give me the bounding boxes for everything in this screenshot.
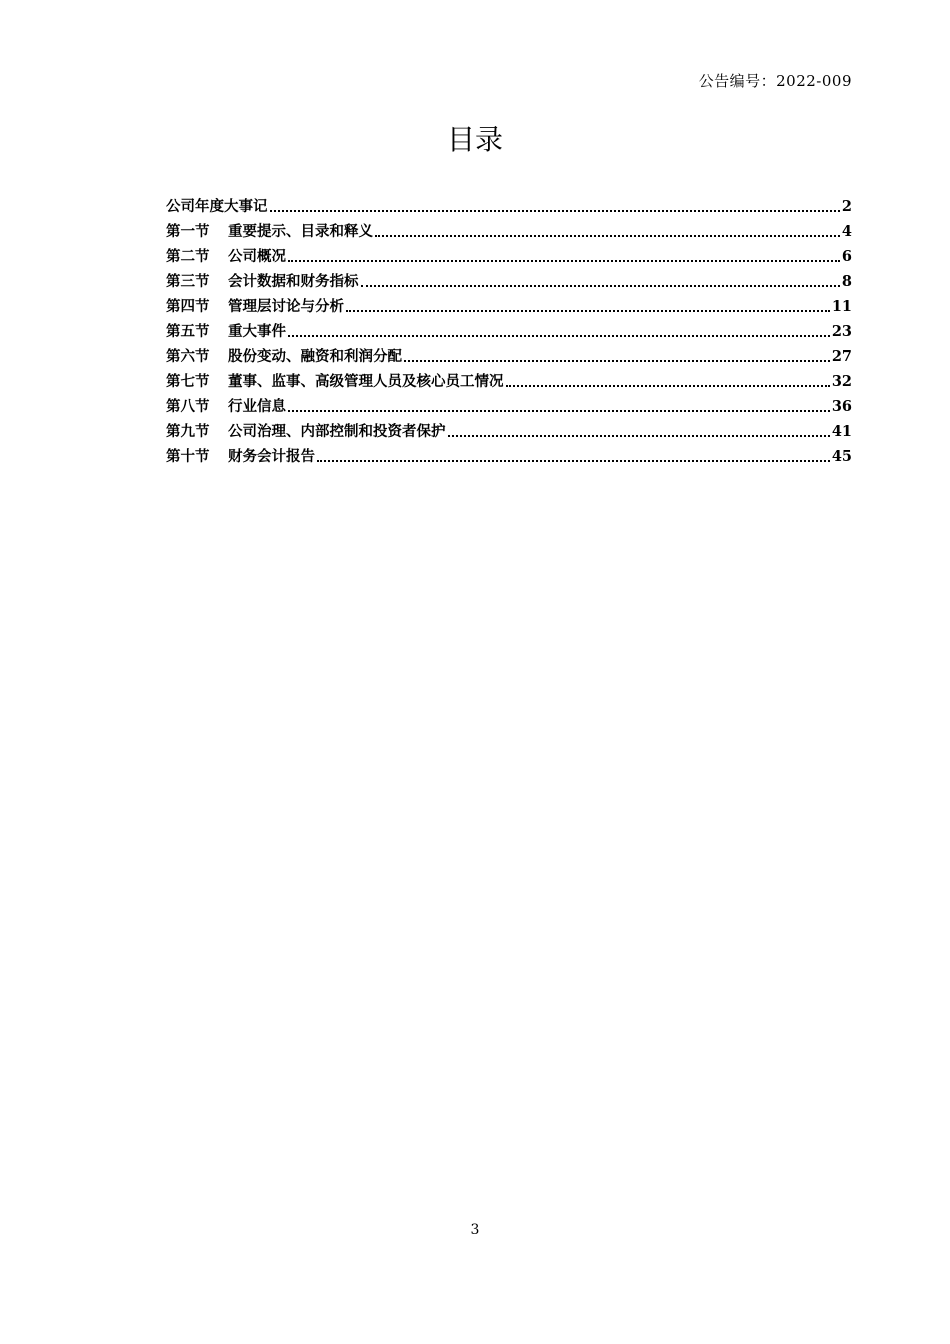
toc-dot-leader xyxy=(317,460,830,462)
toc-entry-annual-events[interactable] xyxy=(166,192,852,217)
toc-dot-leader xyxy=(346,310,830,312)
toc-entry-number: 第一节 xyxy=(166,223,210,240)
toc-entry-page: 11 xyxy=(831,298,852,315)
toc-entry-text: 财务会计报告 xyxy=(228,448,315,465)
toc-entry-number: 第四节 xyxy=(166,298,210,315)
page-title: 目录 xyxy=(446,123,503,156)
toc-entry-section-5[interactable] xyxy=(166,317,852,342)
toc-dot-leader xyxy=(270,210,840,212)
toc-entry-section-7[interactable] xyxy=(166,367,852,392)
toc-entry-section-9[interactable] xyxy=(166,417,852,442)
toc-entry-number: 第六节 xyxy=(166,348,210,365)
toc-entry-page: 45 xyxy=(831,448,852,465)
toc-entry-number: 第八节 xyxy=(166,398,210,415)
toc-entry-section-4[interactable] xyxy=(166,292,852,317)
toc-entry-page: 23 xyxy=(831,323,852,340)
toc-entry-number: 第三节 xyxy=(166,273,210,290)
toc-entry-number: 第五节 xyxy=(166,323,210,340)
toc-entry-page: 8 xyxy=(841,273,852,290)
toc-entry-page: 41 xyxy=(831,423,852,440)
toc-entry-section-3[interactable] xyxy=(166,267,852,292)
toc-entry-text: 董事、监事、高级管理人员及核心员工情况 xyxy=(228,373,504,390)
toc-dot-leader xyxy=(288,410,830,412)
toc-entry-page: 32 xyxy=(831,373,852,390)
toc-dot-leader xyxy=(288,260,840,262)
toc-entry-page: 6 xyxy=(841,248,852,265)
toc-dot-leader xyxy=(448,435,830,437)
table-of-contents xyxy=(166,192,852,467)
announcement-number: 公告编号：2022-009 xyxy=(698,72,852,90)
toc-dot-leader xyxy=(404,360,830,362)
toc-entry-section-6[interactable] xyxy=(166,342,852,367)
toc-entry-page: 2 xyxy=(841,198,852,215)
toc-dot-leader xyxy=(506,385,830,387)
toc-entry-text: 重要提示、目录和释义 xyxy=(228,223,373,240)
toc-entry-text: 公司治理、内部控制和投资者保护 xyxy=(228,423,446,440)
toc-entry-page: 27 xyxy=(831,348,852,365)
toc-dot-leader xyxy=(375,235,840,237)
toc-entry-text: 公司概况 xyxy=(228,248,286,265)
toc-entry-section-2[interactable] xyxy=(166,242,852,267)
toc-entry-text: 重大事件 xyxy=(228,323,286,340)
toc-dot-leader xyxy=(288,335,830,337)
toc-entry-page: 36 xyxy=(831,398,852,415)
toc-entry-text: 行业信息 xyxy=(228,398,286,415)
toc-entry-number: 第十节 xyxy=(166,448,210,465)
toc-entry-section-10[interactable] xyxy=(166,442,852,467)
toc-entry-text: 公司年度大事记 xyxy=(166,198,268,215)
toc-entry-text: 股份变动、融资和利润分配 xyxy=(228,348,402,365)
toc-entry-section-8[interactable] xyxy=(166,392,852,417)
toc-entry-section-1[interactable] xyxy=(166,217,852,242)
toc-entry-page: 4 xyxy=(841,223,852,240)
toc-entry-number: 第九节 xyxy=(166,423,210,440)
toc-entry-text: 管理层讨论与分析 xyxy=(228,298,344,315)
toc-entry-number: 第七节 xyxy=(166,373,210,390)
toc-dot-leader xyxy=(361,285,840,287)
toc-entry-text: 会计数据和财务指标 xyxy=(228,273,359,290)
toc-entry-number: 第二节 xyxy=(166,248,210,265)
page-number: 3 xyxy=(470,1222,480,1238)
